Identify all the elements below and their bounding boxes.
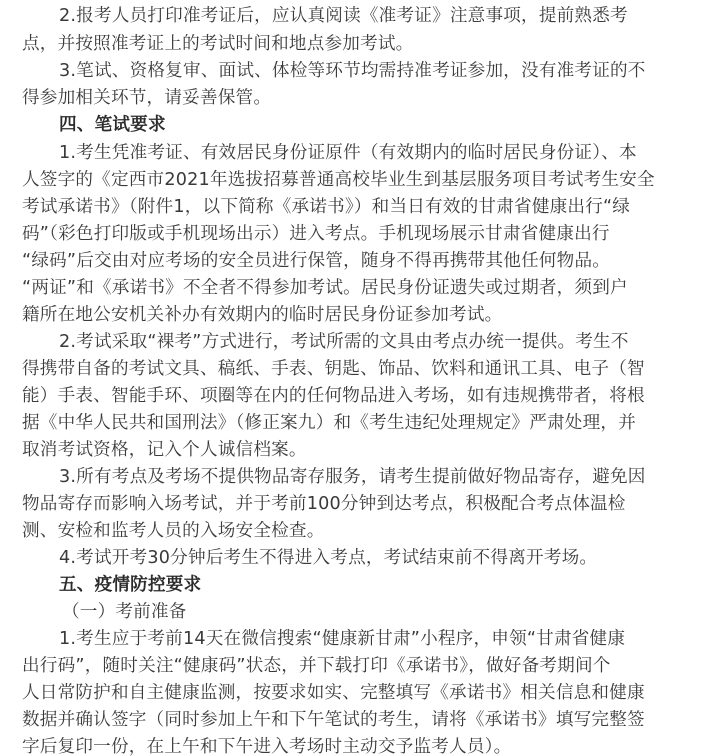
- paragraph-line: 能）手表、智能手环、项圈等在内的任何物品进入考场，如有违规携带者，将根: [22, 386, 645, 406]
- paragraph-line: “绿码”后交由对应考场的安全员进行保管，随身不得再携带其他任何物品。: [22, 251, 611, 271]
- paragraph-line: “两证”和《承诺书》不全者不得参加考试。居民身份证遗失或过期者，须到户: [22, 278, 628, 298]
- section-heading: 五、疫情防控要求: [59, 575, 202, 595]
- paragraph-line: 码”（彩色打印版或手机现场出示）进入考点。手机现场展示甘肃省健康出行: [22, 224, 610, 244]
- paragraph-line: 字后复印一份，在上午和下午进入考场时主动交予监考人员）。: [22, 737, 512, 756]
- paragraph-line: 3.笔试、资格复审、面试、体检等环节均需持准考证参加，没有准考证的不: [59, 61, 646, 81]
- paragraph-line: 4.考试开考30分钟后考生不得进入考点，考试结束前不得离开考场。: [59, 548, 598, 568]
- paragraph-line: 数据并确认签字（同时参加上午和下午笔试的考生，请将《承诺书》填写完整签: [22, 710, 645, 730]
- paragraph-line: 人日常防护和自主健康监测，按要求如实、完整填写《承诺书》相关信息和健康: [22, 683, 645, 703]
- paragraph-line: 2.报考人员打印准考证后，应认真阅读《准考证》注意事项，提前熟悉考: [59, 6, 628, 26]
- section-heading: 四、笔试要求: [59, 115, 166, 135]
- paragraph-line: 2.考试采取“裸考”方式进行，考试所需的文具由考点办统一提供。考生不: [59, 332, 629, 352]
- paragraph-line: 物品寄存而影响入场考试，并于考前100分钟到达考点，积极配合考点体温检: [22, 494, 626, 514]
- subsection-heading: （一）考前准备: [62, 602, 187, 622]
- paragraph-line: 测、安检和监考人员的入场安全检查。: [22, 521, 325, 541]
- paragraph-line: 考试承诺书》（附件1，以下简称《承诺书》）和当日有效的甘肃省健康出行“绿: [22, 197, 631, 217]
- paragraph-line: 出行码”，随时关注“健康码”状态，并下载打印《承诺书》，做好备考期间个: [22, 656, 611, 676]
- paragraph-line: 1.考生凭准考证、有效居民身份证原件（有效期内的临时居民身份证）、本: [59, 143, 637, 163]
- paragraph-line: 得携带自备的考试文具、稿纸、手表、钥匙、饰品、饮料和通讯工具、电子（智: [22, 359, 645, 379]
- paragraph-line: 1.考生应于考前14天在微信搜索“健康新甘肃”小程序，申领“甘肃省健康: [59, 629, 626, 649]
- paragraph-line: 籍所在地公安机关补办有效期内的临时居民身份证参加考试。: [22, 305, 503, 325]
- paragraph-line: 据《中华人民共和国刑法》（修正案九）和《考生违纪处理规定》严肃处理，并: [22, 413, 636, 433]
- paragraph-line: 3.所有考点及考场不提供物品寄存服务，请考生提前做好物品寄存，避免因: [59, 467, 646, 487]
- paragraph-line: 人签字的《定西市2021年选拔招募普通高校毕业生到基层服务项目考试考生安全: [22, 170, 655, 190]
- paragraph-line: 得参加相关环节，请妥善保管。: [22, 88, 272, 108]
- paragraph-line: 点，并按照准考证上的考试时间和地点参加考试。: [22, 34, 414, 54]
- paragraph-line: 取消考试资格，记入个人诚信档案。: [22, 440, 307, 460]
